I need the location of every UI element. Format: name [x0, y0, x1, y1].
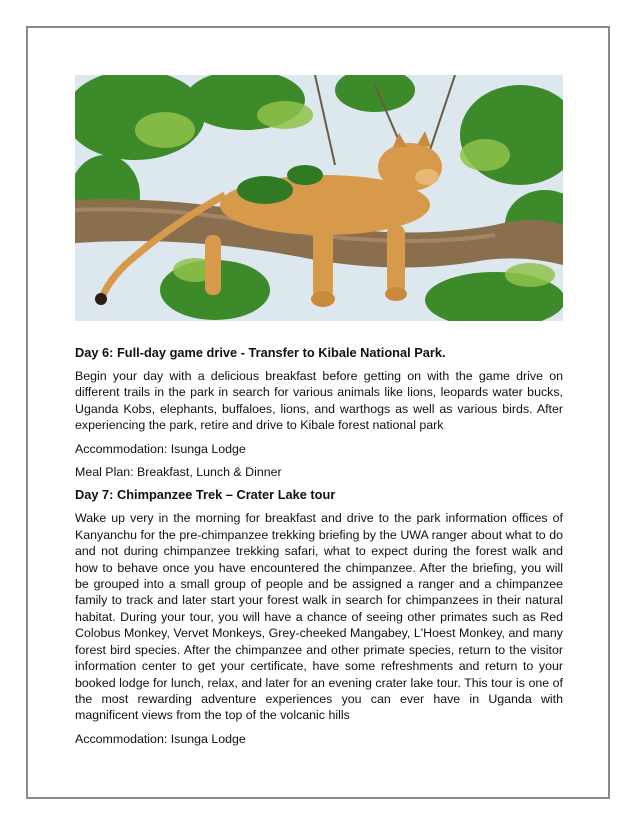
day6-body: Begin your day with a delicious breakfast before getting on with the game drive on different trails in the park in search for various animals like lions, leopards water bucks, Uganda Kobs, elephants, buffaloes, lions, and warthogs as well as various birds. After experiencing the park, retire and drive to Kibale forest national park	[75, 369, 563, 433]
lioness-illustration	[75, 75, 563, 321]
day7-accommodation: Accommodation: Isunga Lodge	[75, 731, 246, 746]
day6-accommodation: Accommodation: Isunga Lodge	[75, 441, 246, 456]
itinerary-content	[75, 345, 563, 754]
day7-body: Wake up very in the morning for breakfast and drive to the park information offices of Kanyanchu for the pre-chimpanzee trekking briefing by the UWA ranger about what to do and not during chimpanzee trekking safari, what to expect during the forest walk and how to behave once you have encountered the chimpanzee. After the briefing, you will be grouped into a small group of people and be assigned a ranger and a chimpanzee family to track and later start your forest walk in search for chimpanzees in their natural habitat. During your tour, you will have a chance of seeing other primates such as Red Colobus Monkey, Vervet Monkeys, Grey-cheeked Mangabey, L'Hoest Monkey, and many forest bird species. After the chimpanzee and other primate species, return to the visitor information center to get your certificate, have some refreshments and return to your booked lodge for lunch, relax, and later for an evening crater lake tour. This tour is one of the most rewarding adventure experiences you can ever have in Uganda with magnificent views from the top of the volcanic hills	[75, 511, 563, 723]
lioness-photo	[75, 75, 563, 321]
day7-heading: Day 7: Chimpanzee Trek – Crater Lake tour	[75, 487, 336, 503]
day6-heading: Day 6: Full-day game drive - Transfer to Kibale National Park.	[75, 345, 446, 360]
day6-meal-plan: Meal Plan: Breakfast, Lunch & Dinner	[75, 465, 282, 480]
